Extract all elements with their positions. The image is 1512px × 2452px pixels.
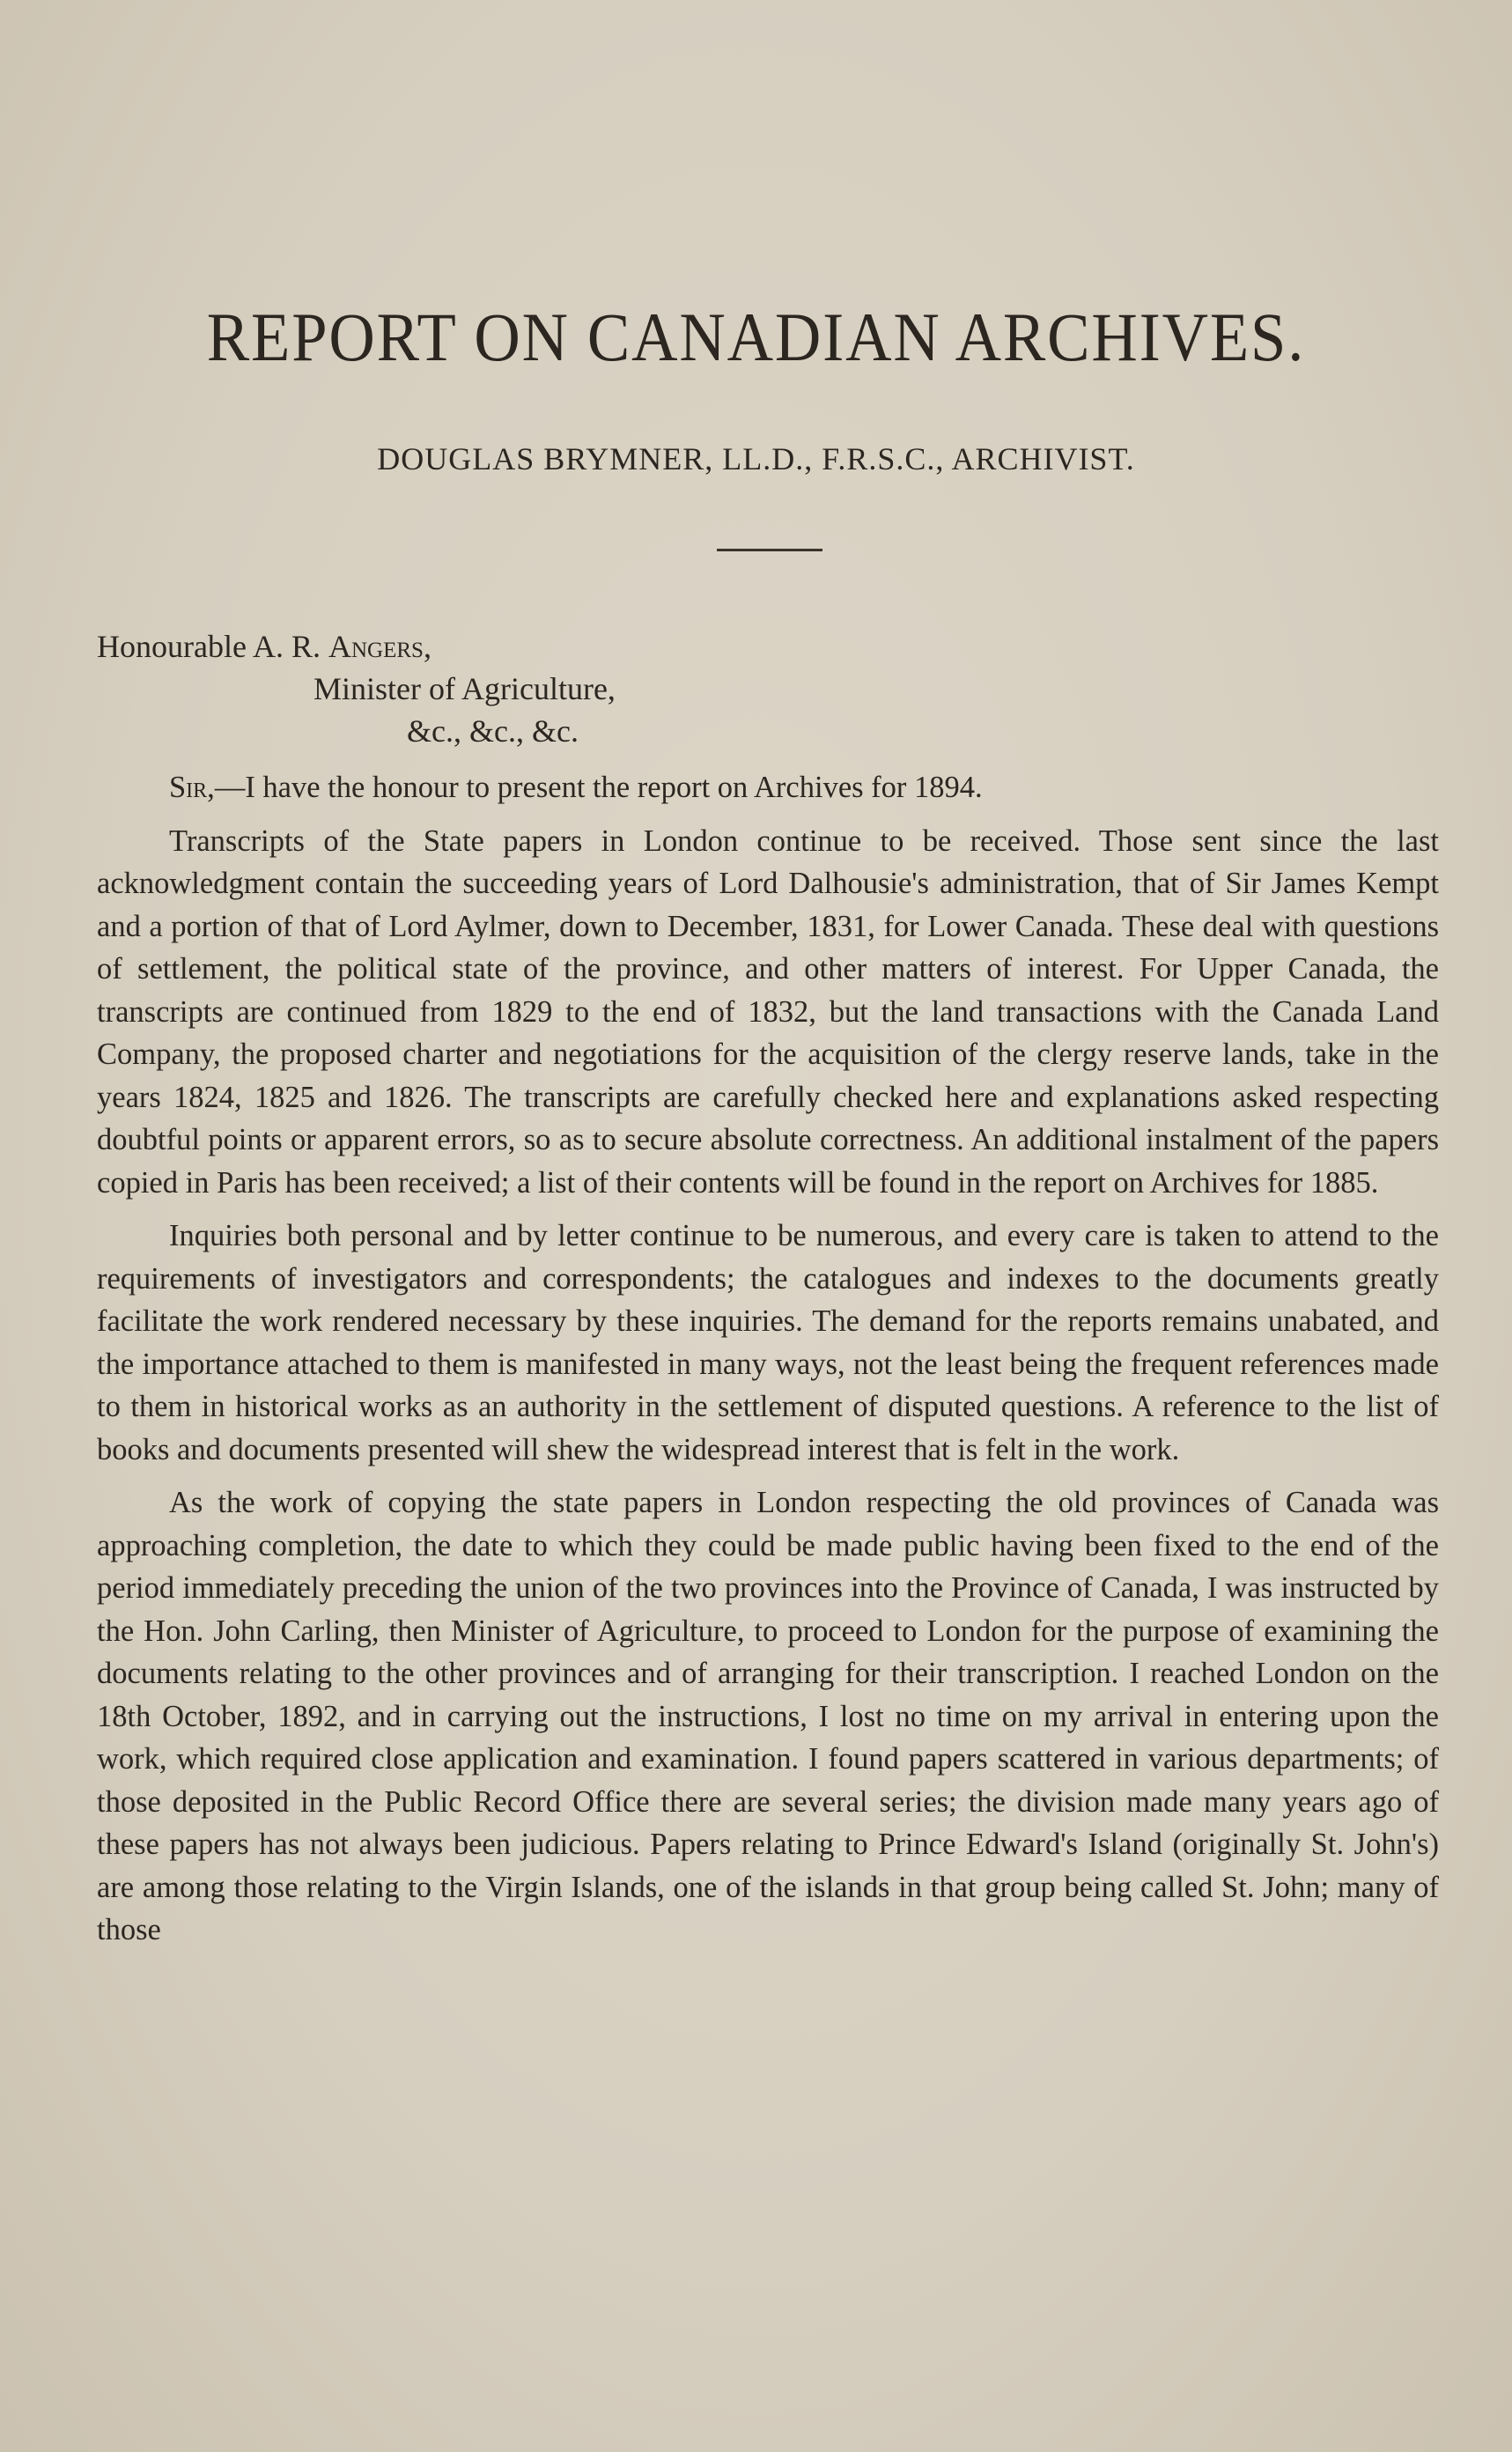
salutation: Sir,	[169, 771, 215, 804]
paragraph-1	[97, 766, 1439, 809]
paragraph-4: As the work of copying the state papers in London respecting the old provinces of Canada was approaching completion, the date to which they could be made public having been fixed to the end of the period immediately preceding the union of the two provinces into the Province of Canada, I was instructed by the Hon. John Carling, then Minister of Agriculture, to proceed to London for the purpose of examining the documents relating to the other provinces and of arranging for their transcription. I reached London on the 18th October, 1892, and in carrying out the instructions, I lost no time on my arrival in entering upon the work, which required close application and examination. I found papers scattered in various departments; of those deposited in the Public Record Office there are several series; the division made many years ago of these papers has not always been judicious. Papers relating to Prince Edward's Island (originally St. John's) are among those relating to the Virgin Islands, one of the islands in that group being called St. John; many of those	[97, 1486, 1439, 1946]
addressee-suffix: ,	[423, 629, 431, 664]
paragraph-2: Transcripts of the State papers in London continue to be received. Those sent since the last acknowledgment contain the succeeding years of Lord Dalhousie's administration, that of Sir James Kempt and a portion of that of Lord Aylmer, down to December, 1831, for Lower Canada. These deal with questions of settlement, the political state of the province, and other matters of interest. For Upper Canada, the transcripts are continued from 1829 to the end of 1832, but the land transactions with the Canada Land Company, the proposed charter and negotiations for the acquisition of the clergy reserve lands, take in the years 1824, 1825 and 1826. The transcripts are carefully checked here and explanations asked respecting doubtful points or apparent errors, so as to secure absolute correctness. An additional instalment of the papers copied in Paris has been received; a list of their contents will be found in the report on Archives for 1885.	[97, 823, 1439, 1200]
letter-body	[97, 766, 1439, 1962]
addressee-prefix: Honourable A. R.	[97, 629, 328, 664]
title-divider	[717, 549, 822, 551]
addressee-name-line	[97, 625, 616, 668]
paragraph-1-text: —I have the honour to present the report on Archives for 1894.	[214, 771, 983, 804]
addressee-title-line: Minister of Agriculture,	[313, 671, 616, 706]
paragraph-3: Inquiries both personal and by letter continue to be numerous, and every care is taken to attend to the requirements of investigators and correspondents; the catalogues and indexes to the documents greatly facilitate the work rendered necessary by these inquiries. The demand for the reports remains unabated, and the importance attached to them is manifested in many ways, not the least being the frequent references made to them in historical works as an authority in the settlement of disputed questions. A reference to the list of books and documents presented will shew the widespread interest that is felt in the work.	[97, 1219, 1439, 1466]
report-title: REPORT ON CANADIAN ARCHIVES.	[206, 299, 1306, 375]
addressee-surname: Angers	[328, 629, 424, 664]
archivist-byline: DOUGLAS BRYMNER, LL.D., F.R.S.C., ARCHIVIST.	[377, 441, 1135, 476]
addressee-block	[97, 625, 616, 752]
addressee-etc-line: &c., &c., &c.	[407, 713, 579, 749]
